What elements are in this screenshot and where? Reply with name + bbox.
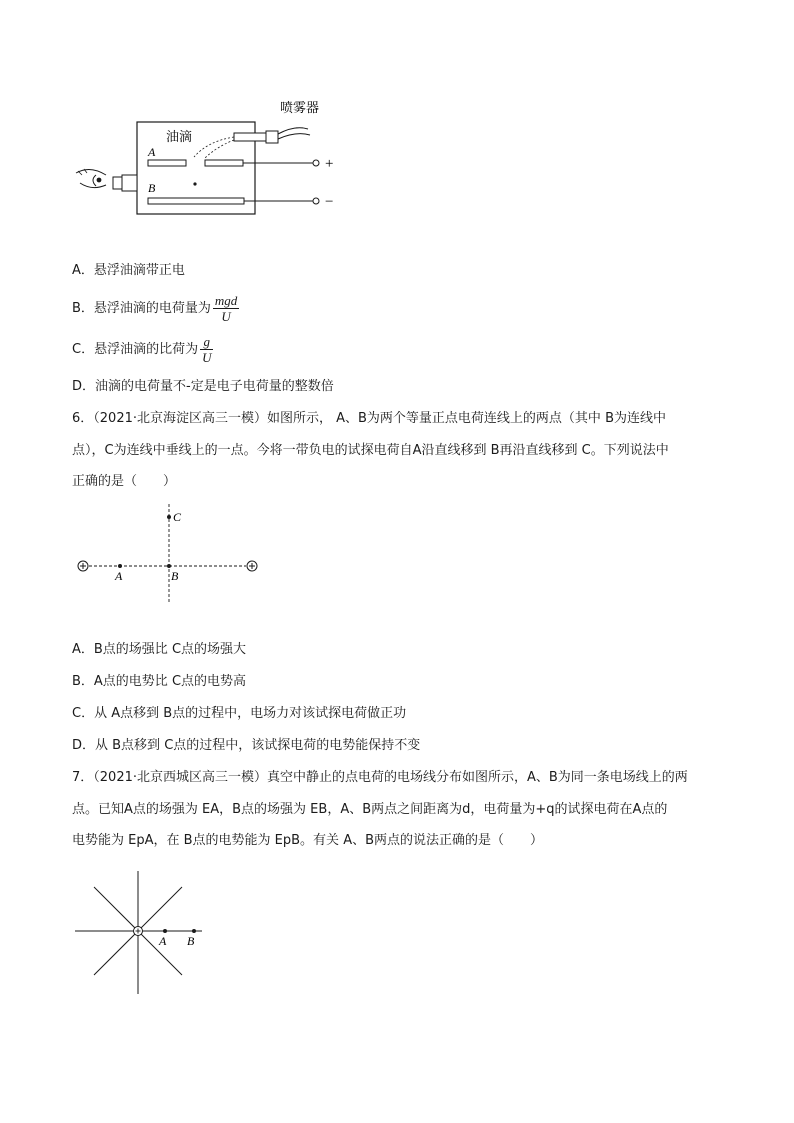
q5-option-a: A．悬浮油滴带正电 bbox=[72, 263, 185, 278]
oil-drop-apparatus-figure bbox=[70, 95, 350, 220]
point-b bbox=[192, 929, 196, 933]
q7-stem-line-1: 7．（2021·北京西城区高三一模）真空中静止的点电荷的电场线分布如图所示，A、B为同一条电场线上的两 bbox=[72, 770, 688, 785]
oil-droplet-label: 油滴 bbox=[166, 130, 193, 145]
q7-stem-line-3: 电势能为 EpA，在 B点的电势能为 EpB。有关 A、B两点的说法正确的是（ ） bbox=[72, 833, 544, 848]
q6-stem-line-2: 点），C为连线中垂线上的一点。今将一带负电的试探电荷自A沿直线移到 B再沿直线移到 C。下列说法中 bbox=[72, 443, 669, 458]
q7-stem-line-2: 点。已知A点的场强为 EA，B点的场强为 EB，A、B两点之间距离为d，电荷量为+q的试探电荷在A点的 bbox=[72, 802, 668, 817]
point-a-label: A bbox=[159, 934, 167, 948]
q5-option-c bbox=[72, 333, 213, 367]
point-a bbox=[163, 929, 167, 933]
point-a-label: A bbox=[115, 569, 123, 583]
fraction-mgd-over-u: $\frac{\text{mgd}}{U}$ bbox=[214, 293, 238, 324]
q6-option-b: B．A点的电势比 C点的电势高 bbox=[72, 674, 247, 689]
suspended-droplet bbox=[193, 182, 196, 185]
fraction-g-over-u: $\frac{g}{U}$ bbox=[202, 334, 212, 365]
point-b bbox=[167, 564, 171, 568]
point-b-label: B bbox=[171, 569, 179, 583]
sprayer-label: 喷雾器 bbox=[280, 101, 320, 116]
point-charge-field-lines-figure bbox=[70, 868, 210, 998]
equal-positive-charges-figure bbox=[70, 500, 270, 605]
q6-option-c: C．从 A点移到 B点的过程中，电场力对该试探电荷做正功 bbox=[72, 706, 407, 721]
positive-charge-left bbox=[78, 561, 88, 571]
positive-terminal-label: + bbox=[325, 156, 334, 172]
q5-option-c-text: C．悬浮油滴的比荷为 bbox=[72, 342, 199, 357]
q5-option-d: D．油滴的电荷量不-定是电子电荷量的整数倍 bbox=[72, 379, 334, 394]
point-c-label: C bbox=[173, 510, 182, 524]
q5-option-b-text: B．悬浮油滴的电荷量为 bbox=[72, 301, 211, 316]
q6-stem-line-1: 6．（2021·北京海淀区高三一模）如图所示， A、B为两个等量正点电荷连线上的两点（其中 B为连线中 bbox=[72, 411, 666, 426]
eye-icon bbox=[76, 169, 106, 188]
q6-option-a: A．B点的场强比 C点的场强大 bbox=[72, 642, 247, 657]
negative-terminal-label: − bbox=[325, 194, 334, 210]
positive-charge-right bbox=[247, 561, 257, 571]
point-a bbox=[118, 564, 122, 568]
plate-a-label: A bbox=[148, 145, 156, 159]
q5-option-b bbox=[72, 292, 239, 326]
point-b-label: B bbox=[187, 934, 195, 948]
q6-option-d: D．从 B点移到 C点的过程中，该试探电荷的电势能保持不变 bbox=[72, 738, 421, 753]
plate-b-label: B bbox=[148, 181, 156, 195]
point-c bbox=[167, 515, 171, 519]
q6-stem-line-3: 正确的是（ ） bbox=[72, 474, 177, 489]
positive-point-charge bbox=[134, 927, 143, 936]
